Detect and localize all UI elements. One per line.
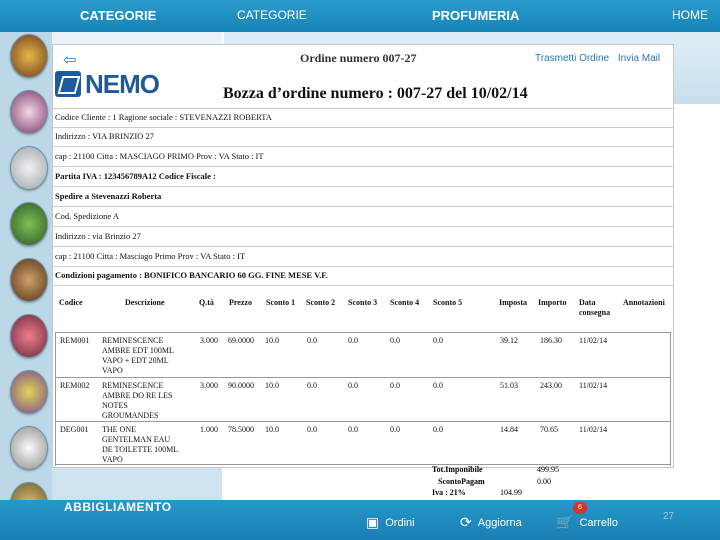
- cart-count-badge: 6: [573, 502, 587, 514]
- description-line: GROUMANDES: [102, 411, 159, 420]
- vat-value: 104.99: [500, 488, 522, 497]
- divider: [53, 266, 674, 267]
- document-actions: [535, 53, 666, 64]
- section-title: PROFUMERIA: [432, 8, 520, 23]
- customer-info-line: Spedire a Stevenazzi Roberta: [55, 191, 162, 201]
- description-line: AMBRE DO RE LES: [102, 391, 173, 400]
- description-line: THE ONE: [102, 425, 136, 434]
- customer-info-line: Cod. Spedizione A: [55, 211, 119, 221]
- divider: [53, 226, 674, 227]
- orders-button[interactable]: ▣ Ordini: [366, 514, 415, 530]
- nemo-logo: NEMO: [55, 67, 159, 101]
- page-number: 27: [663, 511, 675, 522]
- total-taxable-label: Tot.Imponibile: [432, 465, 483, 474]
- category-thumb-5[interactable]: [10, 258, 48, 302]
- category-thumb-7[interactable]: [10, 370, 48, 414]
- description-line: VAPO: [102, 366, 123, 375]
- customer-info-line: cap : 21100 Citta : Masciago Primo Prov : VA Stato : IT: [55, 251, 246, 261]
- table-row: REM001 REMINESCENCE AMBRE EDT 100ML VAPO + EDT 20ML VAPO 3.000 69.0000 10.0 0.0 0.0 0.0 0.0 39.12 186.30 11/02/14: [56, 333, 670, 378]
- customer-info-line: Indirizzo : VIA BRINZIO 27: [55, 131, 154, 141]
- customer-info-line: cap : 21100 Citta : MASCIAGO PRIMO Prov : VA Stato : IT: [55, 151, 264, 161]
- description-line: AMBRE EDT 100ML: [102, 346, 174, 355]
- payment-discount-label: ScontoPagam: [438, 477, 485, 486]
- order-document: ⇦ Ordine numero 007-27 Trasmetti Ordine Invia Mail NEMO Bozza d’ordine numero : 007-27 del 10/02/14 Codice Cliente : 1 Ragione sociale : STEVENAZZI ROBERTA Indirizzo : VIA BRINZIO 27 cap : 21100 Citta : MASCIAGO PRIMO Prov : VA Stato : IT Partita IVA : 123456789A12 Codice Fiscale : Spedire a Stevenazzi Roberta Cod. Spedizione A Indirizzo : via Brinzio 27 cap : 21100 Citta : Masciago Primo Prov : VA Stato : IT Condizioni pagamento : BONIFICO BANCARIO 60 GG. FINE MESE V.F. Codice Descrizione Q.tà Prezzo Sconto 1 Sconto 2 Sconto 3 Sconto 4 Sconto 5 Imposta Importo Data consegna Annotazioni REM001 REMINESCENCE AMBRE EDT 100ML VAPO + EDT 20ML VAPO 3.000 69.0000 10.0 0.0 0.0 0.0 0.0 39.12 186.30 11/02/14 REM002 REMINESCENCE AMBRE DO RE LES NOTES GROUMANDES 3.000 90.0000 10.0 0.0 0.0 0.0 0.0 51.03 243.00 11/02/14 DEG001 THE ONE GENTELMAN EAU DE TOILETTE 100ML VAPO 1.000 78.5000 10.0 0.0 0.0 0.0 0.0 14.84 70.65 11/02/14: [52, 44, 674, 468]
- customer-info-line: Condizioni pagamento : BONIFICO BANCARIO 60 GG. FINE MESE V.F.: [55, 270, 328, 280]
- order-table: [55, 332, 671, 466]
- category-thumb-2[interactable]: [10, 90, 48, 134]
- divider: [53, 186, 674, 187]
- cart-button[interactable]: 🛒 Carrello: [556, 514, 618, 530]
- categories-title: CATEGORIE: [80, 8, 157, 23]
- description-line: GENTELMAN EAU: [102, 435, 171, 444]
- divider: [53, 285, 674, 286]
- product-description: [102, 336, 174, 376]
- order-title: Ordine numero 007-27: [300, 51, 417, 65]
- table-row: REM002 REMINESCENCE AMBRE DO RE LES NOTES GROUMANDES 3.000 90.0000 10.0 0.0 0.0 0.0 0.0 51.03 243.00 11/02/14: [56, 378, 670, 422]
- category-thumb-4[interactable]: [10, 202, 48, 246]
- category-abbigliamento[interactable]: ABBIGLIAMENTO: [64, 500, 172, 514]
- description-line: DE TOILETTE 100ML: [102, 445, 179, 454]
- draft-order-heading: Bozza d’ordine numero : 007-27 del 10/02/14: [223, 85, 528, 102]
- category-thumb-1[interactable]: [10, 34, 48, 78]
- divider: [53, 127, 674, 128]
- divider: [53, 166, 674, 167]
- vat-label: Iva : 21%: [432, 488, 466, 497]
- product-description: [102, 381, 172, 421]
- categories-link[interactable]: CATEGORIE: [237, 8, 307, 22]
- send-mail-link[interactable]: Invia Mail: [617, 53, 661, 64]
- send-order-link[interactable]: Trasmetti Ordine: [535, 53, 610, 64]
- description-line: REMINESCENCE: [102, 336, 164, 345]
- customer-info-line: Codice Cliente : 1 Ragione sociale : STEVENAZZI ROBERTA: [55, 112, 272, 122]
- cart-icon: 🛒: [556, 514, 574, 530]
- total-taxable-value: 499.95: [537, 465, 559, 474]
- customer-info-line: Partita IVA : 123456789A12 Codice Fiscale :: [55, 171, 216, 181]
- home-link[interactable]: HOME: [672, 8, 708, 22]
- category-thumb-8[interactable]: [10, 426, 48, 470]
- divider: [53, 108, 674, 109]
- refresh-icon: ⟳: [460, 514, 472, 530]
- divider: [53, 206, 674, 207]
- nemo-logo-mark-icon: [55, 71, 81, 97]
- divider: [53, 246, 674, 247]
- description-line: NOTES: [102, 401, 128, 410]
- refresh-button[interactable]: ⟳ Aggiorna: [460, 514, 522, 530]
- bottom-bar: [0, 500, 720, 540]
- description-line: VAPO + EDT 20ML: [102, 356, 169, 365]
- description-line: REMINESCENCE: [102, 381, 164, 390]
- customer-info-line: Indirizzo : via Brinzio 27: [55, 231, 141, 241]
- category-thumb-6[interactable]: [10, 314, 48, 358]
- divider: [53, 146, 674, 147]
- category-thumb-3[interactable]: [10, 146, 48, 190]
- category-thumbnails: [0, 32, 52, 528]
- description-line: VAPO: [102, 455, 123, 464]
- orders-icon: ▣: [366, 514, 380, 530]
- top-bar: [0, 0, 720, 32]
- back-arrow-icon[interactable]: ⇦: [63, 50, 77, 69]
- payment-discount-value: 0.00: [537, 477, 551, 486]
- table-row: DEG001 THE ONE GENTELMAN EAU DE TOILETTE 100ML VAPO 1.000 78.5000 10.0 0.0 0.0 0.0 0.0 14.84 70.65 11/02/14: [56, 422, 670, 465]
- product-description: [102, 425, 178, 465]
